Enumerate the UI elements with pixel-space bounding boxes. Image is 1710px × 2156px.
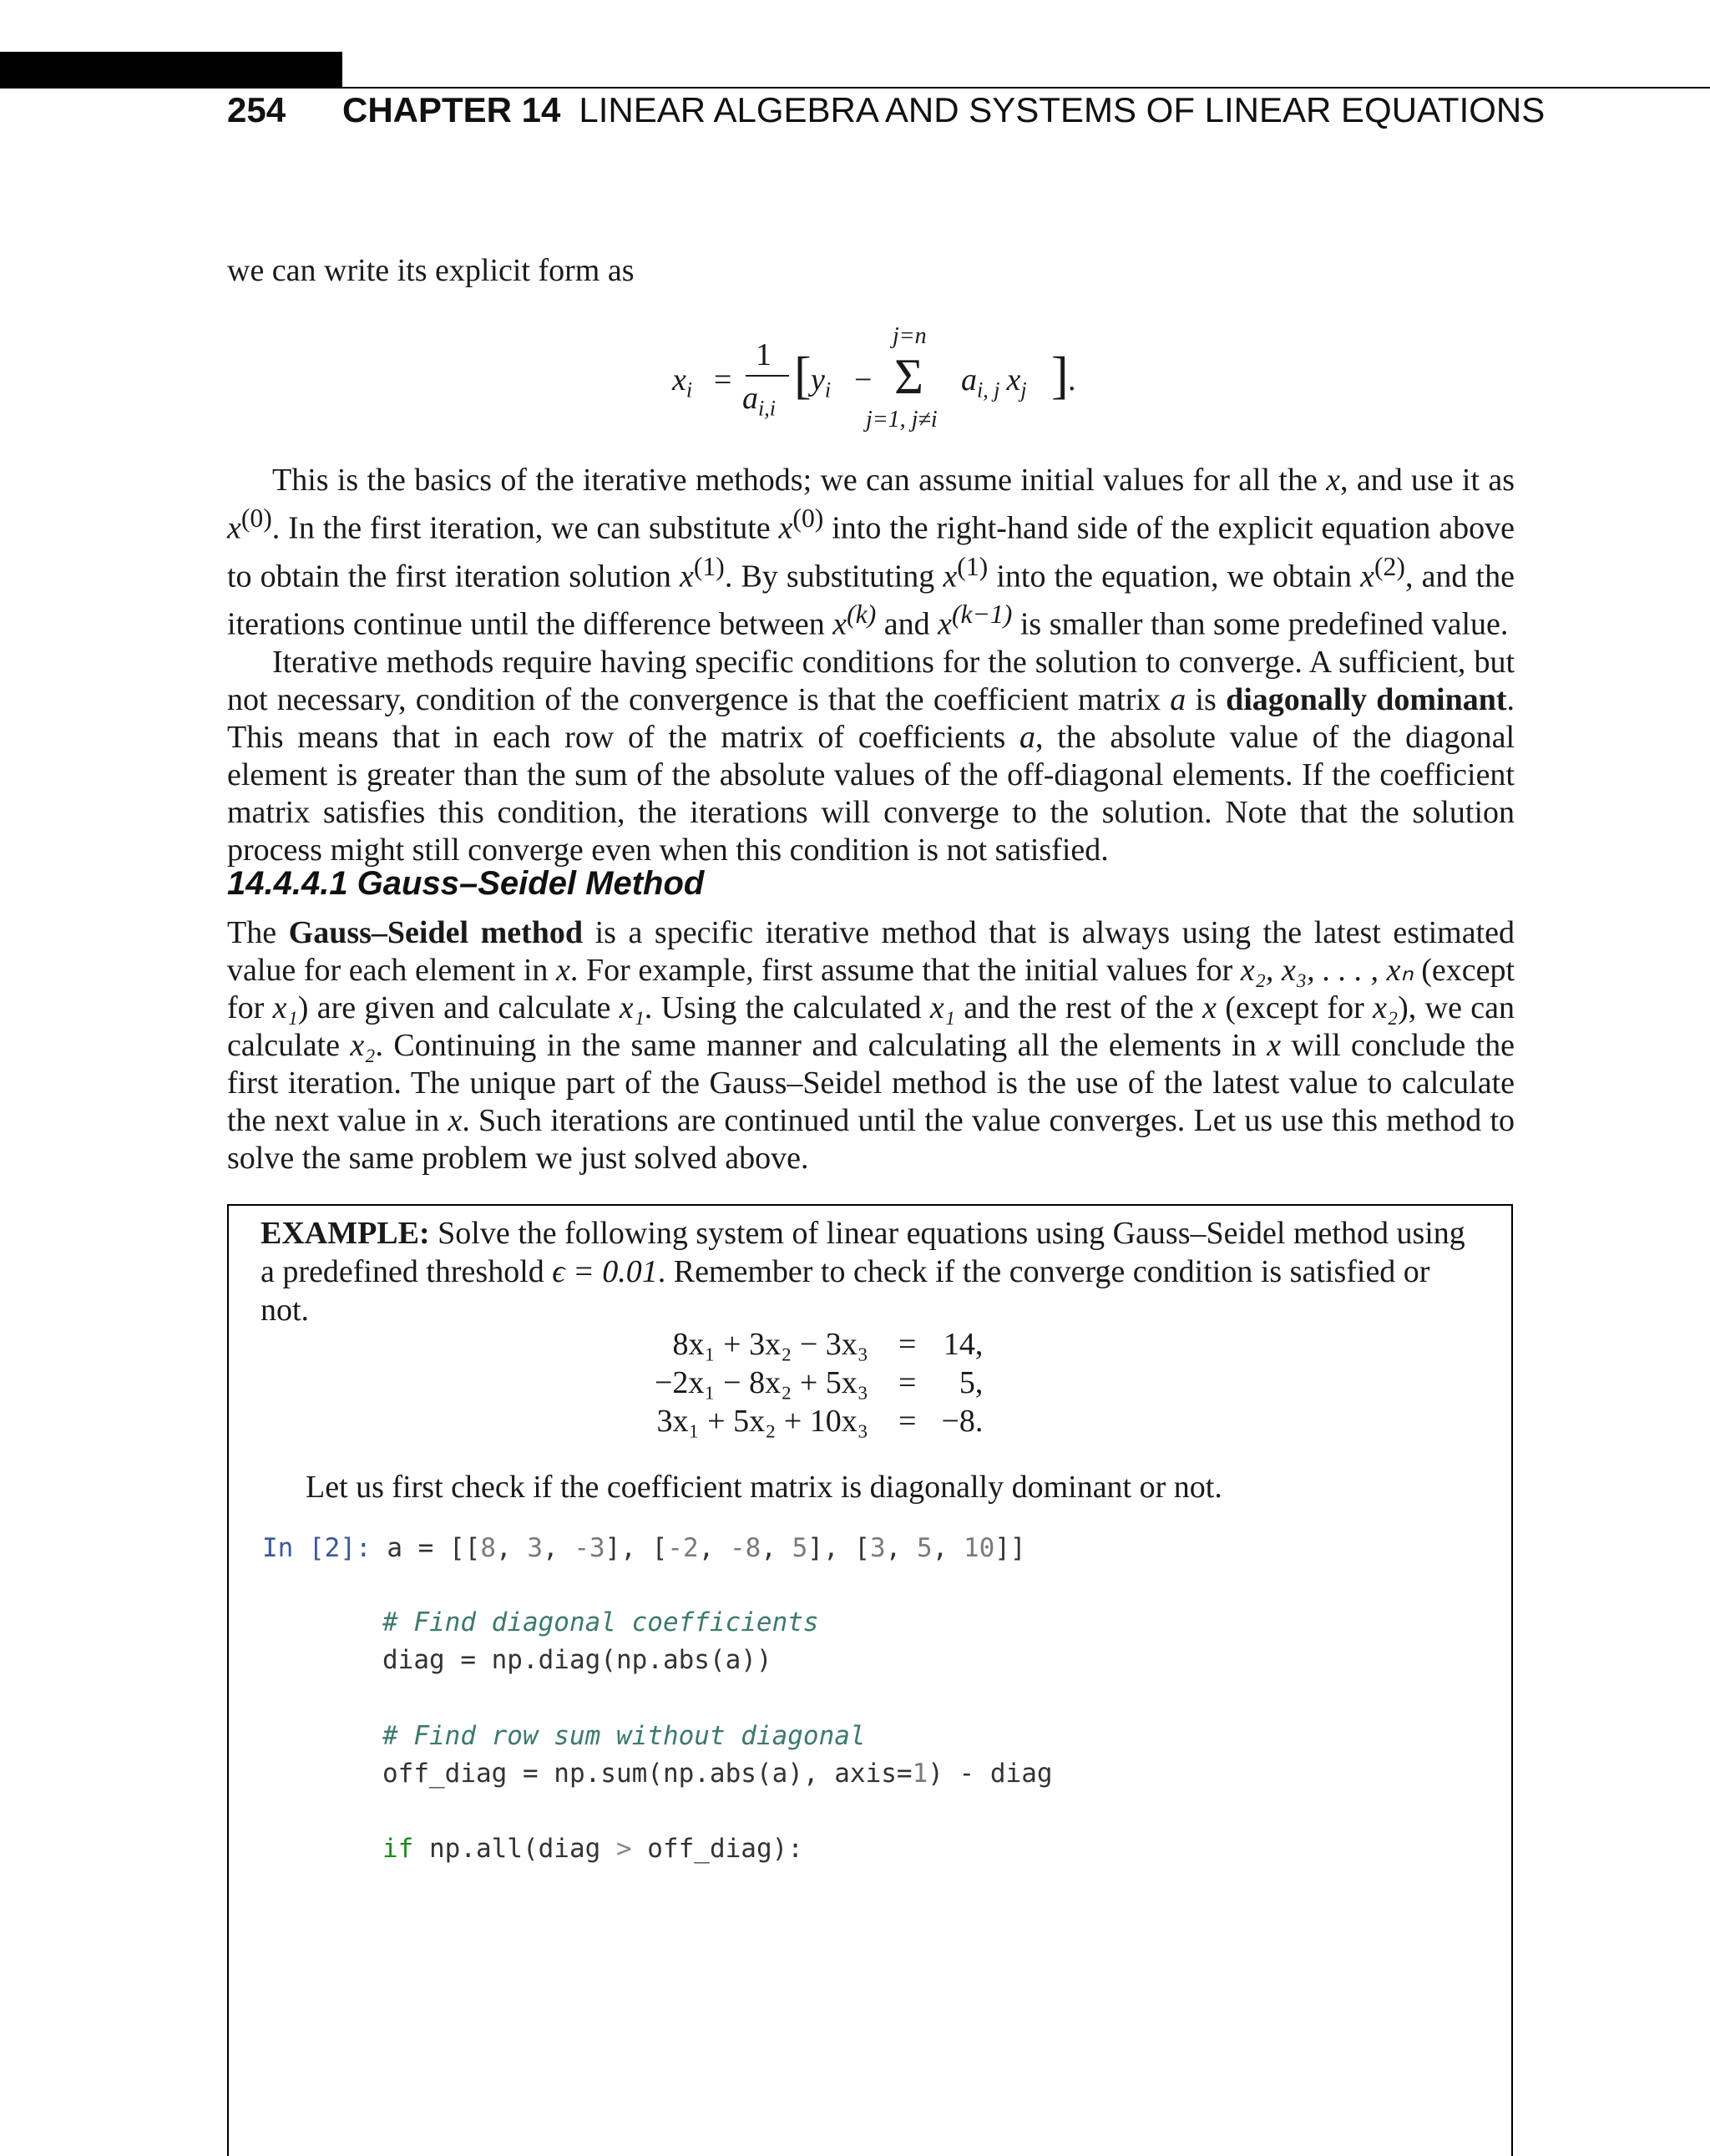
system-row: −2x₁ − 8x₂ + 5x₃ = 5,: [655, 1365, 984, 1400]
intro-line: [227, 252, 1515, 290]
term-diagonally-dominant: diagonally dominant: [1226, 681, 1507, 717]
paragraph-3: The Gauss–Seidel method is a specific iterative method that is always using the latest estimated value for each element in x. For example, first assume that the initial values for x₂, x₃, . . . , xₙ (except for x₁) are given and calculate x₁. Using the calculated x₁ and the rest of the x (except for x₂), we can calculate x₂. Continuing in the same manner and calculating all the elements in x will conclude the first iteration. The unique part of the Gauss–Seidel method is the use of the latest value to calculate the next value in x. Such iterations are continued until the value converges. Let us use this method to solve the same problem we just solved above.: [227, 915, 1515, 1176]
body-paragraphs-1-2: [227, 462, 1515, 869]
example-box: [227, 1204, 1513, 2156]
example-note: Let us first check if the coefficient matrix is diagonally dominant or not.: [306, 1470, 1222, 1505]
eq-numerator: 1: [756, 337, 772, 372]
eq-sum-upper: j=n: [893, 323, 927, 349]
running-header: [227, 90, 1545, 140]
page-number: 254: [227, 90, 286, 129]
eq-y: $y_i$: [811, 362, 832, 402]
example-label: EXAMPLE:: [261, 1216, 430, 1251]
intro-text: we can write its explicit form as: [227, 253, 635, 288]
code-line: if np.all(diag > off_diag):: [382, 1834, 803, 1864]
eq-left-bracket: [: [794, 347, 812, 404]
code-line: diag = np.diag(np.abs(a)): [382, 1645, 772, 1675]
eq-minus: −: [854, 362, 873, 397]
system-row: 3x₁ + 5x₂ + 10x₃ = −8.: [656, 1404, 984, 1439]
code-comment: # Find row sum without diagonal: [382, 1721, 866, 1751]
eq-lhs: $x_i$: [672, 362, 693, 402]
paragraph-1: This is the basics of the iterative methods; we can assume initial values for all the x, and use it as $x^{(0)}$. In the first iteration, we can substitute $x^{(0)}$ into the right-hand side of the explicit equation above to obtain the first iteration solution $x^{(1)}$. By substituting $x^{(1)}$ into the equation, we obtain $x^{(2)}$, and the iterations continue until the difference between $x^{(k)}$ and $x^{(k-1)}$ is smaller than some predefined value.: [227, 463, 1515, 642]
code-line: off_diag = np.sum(np.abs(a), axis=1) - diag: [382, 1759, 1053, 1789]
header-rule: [0, 87, 1710, 89]
code-line: In [2]: a = [[8, 3, -3], [-2, -8, 5], [3, 5, 10]]: [262, 1533, 1026, 1563]
eq-right-bracket: ]: [1051, 347, 1069, 404]
header-tab-bar: [0, 52, 342, 89]
paragraph-2: Iterative methods require having specific conditions for the solution to converge. A sufficient, but not necessary, condition of the convergence is that the coefficient matrix a is diagonally dominant. This means that in each row of the matrix of coefficients a, the absolute value of the diagonal element is greater than the sum of the absolute values of the off-diagonal elements. If the coefficient matrix satisfies this condition, the iterations will converge to the solution. Note that the solution process might still converge even when this condition is not satisfied.: [227, 644, 1515, 868]
section-heading: 14.4.4.1 Gauss–Seidel Method: [227, 865, 705, 902]
code-comment: # Find diagonal coefficients: [382, 1607, 819, 1637]
eq-sum-lower: j=1, j≠i: [866, 407, 938, 433]
equation-system: [655, 1325, 983, 1440]
eq-term: $a_{i, j}$ $x_j$: [961, 362, 1027, 402]
term-gauss-seidel: Gauss–Seidel method: [288, 915, 584, 950]
code-prompt: In [2]:: [262, 1533, 372, 1563]
chapter-label: CHAPTER 14: [342, 90, 561, 129]
eq-equals: =: [714, 362, 732, 397]
explicit-form-equation: [672, 323, 1090, 447]
paragraph-3-block: [227, 914, 1515, 1177]
system-row: 8x₁ + 3x₂ − 3x₃ = 14,: [672, 1327, 984, 1362]
chapter-title: LINEAR ALGEBRA AND SYSTEMS OF LINEAR EQUATIONS: [579, 90, 1546, 129]
eq-sum-sign: Σ: [894, 349, 923, 404]
example-statement: EXAMPLE: Solve the following system of linear equations using Gauss–Seidel method using a predefined threshold ϵ = 0.01. Remember to check if the converge condition is satisfied or not.: [261, 1216, 1465, 1328]
eq-fraction-bar: [746, 375, 789, 377]
eq-denominator: $a_{i,i}$: [742, 381, 776, 421]
eq-period: .: [1068, 362, 1076, 397]
